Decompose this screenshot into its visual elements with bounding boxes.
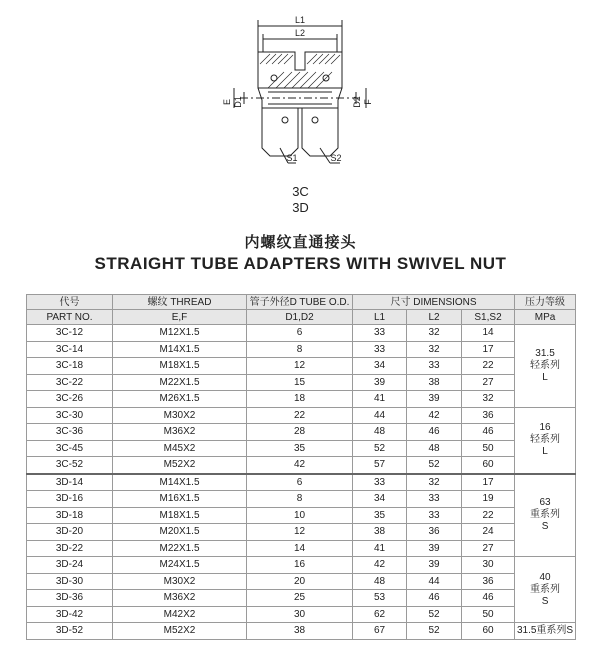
cell-l2: 42 xyxy=(407,407,462,424)
header-dimensions: 尺寸 DIMENSIONS xyxy=(353,295,515,310)
cell-part-no: 3C-36 xyxy=(27,424,113,441)
cell-l1: 35 xyxy=(353,507,407,524)
cell-part-no: 3C-18 xyxy=(27,358,113,375)
cell-thread: M14X1.5 xyxy=(113,341,247,358)
cell-part-no: 3C-12 xyxy=(27,325,113,342)
cell-l1: 57 xyxy=(353,457,407,474)
cell-thread: M30X2 xyxy=(113,573,247,590)
spec-table-body xyxy=(27,325,576,640)
cell-s: 50 xyxy=(462,606,515,623)
table-row xyxy=(27,424,576,441)
header-thread: 螺纹 THREAD xyxy=(113,295,247,310)
cell-l1: 52 xyxy=(353,440,407,457)
cell-s: 36 xyxy=(462,407,515,424)
cell-part-no: 3C-26 xyxy=(27,391,113,408)
table-row xyxy=(27,474,576,491)
cell-s: 19 xyxy=(462,491,515,508)
cell-l2: 52 xyxy=(407,457,462,474)
cell-thread: M42X2 xyxy=(113,606,247,623)
header-row-1 xyxy=(27,295,576,310)
cell-s: 17 xyxy=(462,341,515,358)
grade-series: 轻系列 xyxy=(530,434,561,445)
label-e: E xyxy=(222,98,232,106)
cell-tube-od: 22 xyxy=(247,407,353,424)
table-row xyxy=(27,341,576,358)
cell-thread: M36X2 xyxy=(113,424,247,441)
cell-thread: M52X2 xyxy=(113,457,247,474)
header-row-2 xyxy=(27,310,576,325)
cell-part-no: 3D-22 xyxy=(27,540,113,557)
cell-thread: M18X1.5 xyxy=(113,507,247,524)
cell-thread: M45X2 xyxy=(113,440,247,457)
cell-pressure-grade xyxy=(515,623,576,640)
cell-l1: 48 xyxy=(353,573,407,590)
cell-l1: 33 xyxy=(353,474,407,491)
cell-l1: 67 xyxy=(353,623,407,640)
header-tube-od-sub: D1,D2 xyxy=(247,310,353,325)
cell-l1: 53 xyxy=(353,590,407,607)
grade-value: 31.5重系列S xyxy=(516,624,574,636)
cell-l1: 62 xyxy=(353,606,407,623)
cell-s: 27 xyxy=(462,540,515,557)
cell-part-no: 3C-22 xyxy=(27,374,113,391)
cell-l1: 48 xyxy=(353,424,407,441)
cell-l2: 33 xyxy=(407,507,462,524)
cell-s: 46 xyxy=(462,590,515,607)
table-row xyxy=(27,524,576,541)
cell-pressure-grade xyxy=(515,474,576,557)
cell-l1: 39 xyxy=(353,374,407,391)
label-s2: S2 xyxy=(330,153,342,163)
table-row xyxy=(27,606,576,623)
header-grade-unit: MPa xyxy=(515,310,576,325)
table-row xyxy=(27,440,576,457)
cell-l1: 42 xyxy=(353,557,407,574)
series-code-3d: 3D xyxy=(292,200,309,215)
cell-s: 24 xyxy=(462,524,515,541)
cell-tube-od: 12 xyxy=(247,524,353,541)
header-s: S1,S2 xyxy=(462,310,515,325)
cell-tube-od: 6 xyxy=(247,325,353,342)
cell-l2: 38 xyxy=(407,374,462,391)
grade-value: 40 xyxy=(539,571,551,583)
grade-value: 31.5 xyxy=(535,347,555,359)
cell-part-no: 3D-14 xyxy=(27,474,113,491)
table-row xyxy=(27,407,576,424)
cell-l2: 32 xyxy=(407,474,462,491)
table-row xyxy=(27,540,576,557)
grade-letter: L xyxy=(542,371,548,383)
cell-l2: 39 xyxy=(407,391,462,408)
cell-l1: 34 xyxy=(353,358,407,375)
cell-l1: 41 xyxy=(353,540,407,557)
cell-part-no: 3D-30 xyxy=(27,573,113,590)
cell-s: 30 xyxy=(462,557,515,574)
cell-tube-od: 42 xyxy=(247,457,353,474)
table-row xyxy=(27,557,576,574)
cell-l2: 32 xyxy=(407,341,462,358)
cell-l2: 33 xyxy=(407,358,462,375)
table-row xyxy=(27,491,576,508)
cell-s: 50 xyxy=(462,440,515,457)
cell-part-no: 3C-45 xyxy=(27,440,113,457)
cell-tube-od: 18 xyxy=(247,391,353,408)
cell-l2: 52 xyxy=(407,606,462,623)
cell-l2: 48 xyxy=(407,440,462,457)
cell-tube-od: 35 xyxy=(247,440,353,457)
header-l2: L2 xyxy=(407,310,462,325)
grade-letter: L xyxy=(542,446,548,457)
table-row xyxy=(27,391,576,408)
grade-value: 16 xyxy=(539,422,551,433)
cell-l1: 34 xyxy=(353,491,407,508)
section-hatching xyxy=(260,54,340,88)
cell-part-no: 3D-36 xyxy=(27,590,113,607)
cell-l2: 44 xyxy=(407,573,462,590)
cell-tube-od: 12 xyxy=(247,358,353,375)
table-row xyxy=(27,507,576,524)
grade-letter: S xyxy=(541,595,549,607)
table-row xyxy=(27,623,576,640)
series-code-3c: 3C xyxy=(292,184,309,199)
grade-series: 重系列 xyxy=(530,509,561,521)
cell-s: 27 xyxy=(462,374,515,391)
header-code-cn: 代号 xyxy=(27,295,113,310)
cell-thread: M16X1.5 xyxy=(113,491,247,508)
cell-tube-od: 38 xyxy=(247,623,353,640)
cell-tube-od: 15 xyxy=(247,374,353,391)
cell-part-no: 3D-18 xyxy=(27,507,113,524)
header-tube-od: 管子外径D TUBE O.D. xyxy=(247,295,353,310)
cell-thread: M22X1.5 xyxy=(113,540,247,557)
cell-pressure-grade xyxy=(515,407,576,474)
cell-l2: 46 xyxy=(407,590,462,607)
label-l2: L2 xyxy=(294,28,306,38)
cell-l1: 44 xyxy=(353,407,407,424)
cell-tube-od: 30 xyxy=(247,606,353,623)
cell-s: 22 xyxy=(462,358,515,375)
table-row xyxy=(27,325,576,342)
cell-tube-od: 8 xyxy=(247,491,353,508)
cell-part-no: 3D-20 xyxy=(27,524,113,541)
cell-l1: 41 xyxy=(353,391,407,408)
cell-s: 22 xyxy=(462,507,515,524)
cell-part-no: 3C-30 xyxy=(27,407,113,424)
cell-s: 36 xyxy=(462,573,515,590)
spec-table xyxy=(26,294,576,640)
cell-l2: 52 xyxy=(407,623,462,640)
cell-thread: M36X2 xyxy=(113,590,247,607)
cell-tube-od: 10 xyxy=(247,507,353,524)
cell-s: 46 xyxy=(462,424,515,441)
cell-s: 14 xyxy=(462,325,515,342)
cell-s: 60 xyxy=(462,623,515,640)
cell-l1: 33 xyxy=(353,325,407,342)
cell-part-no: 3D-42 xyxy=(27,606,113,623)
table-row xyxy=(27,573,576,590)
cell-thread: M52X2 xyxy=(113,623,247,640)
grade-value: 63 xyxy=(539,497,551,509)
cell-s: 60 xyxy=(462,457,515,474)
cell-tube-od: 8 xyxy=(247,341,353,358)
cell-tube-od: 14 xyxy=(247,540,353,557)
cell-pressure-grade xyxy=(515,325,576,408)
cell-part-no: 3D-52 xyxy=(27,623,113,640)
label-f: F xyxy=(363,99,373,105)
cell-l1: 38 xyxy=(353,524,407,541)
cell-thread: M18X1.5 xyxy=(113,358,247,375)
label-d2: D2 xyxy=(352,96,362,108)
cell-part-no: 3D-24 xyxy=(27,557,113,574)
cell-pressure-grade xyxy=(515,557,576,623)
cell-tube-od: 16 xyxy=(247,557,353,574)
table-row xyxy=(27,457,576,474)
cell-part-no: 3C-14 xyxy=(27,341,113,358)
table-row xyxy=(27,590,576,607)
table-row xyxy=(27,374,576,391)
title-chinese: 内螺纹直通接头 xyxy=(244,234,357,251)
cell-s: 17 xyxy=(462,474,515,491)
cell-tube-od: 28 xyxy=(247,424,353,441)
header-grade: 压力等级 xyxy=(515,295,576,310)
header-code-en: PART NO. xyxy=(27,310,113,325)
cell-s: 32 xyxy=(462,391,515,408)
cell-l2: 33 xyxy=(407,491,462,508)
grade-letter: S xyxy=(541,521,549,533)
cell-thread: M26X1.5 xyxy=(113,391,247,408)
body-top-outline xyxy=(258,52,342,88)
cell-l1: 33 xyxy=(353,341,407,358)
label-l1: L1 xyxy=(294,15,306,25)
cell-thread: M20X1.5 xyxy=(113,524,247,541)
grade-series: 重系列 xyxy=(530,583,561,595)
grade-series: 轻系列 xyxy=(530,359,561,371)
fitting-drawing xyxy=(200,8,400,168)
cell-thread: M22X1.5 xyxy=(113,374,247,391)
label-s1: S1 xyxy=(286,153,298,163)
cell-tube-od: 25 xyxy=(247,590,353,607)
cell-l2: 46 xyxy=(407,424,462,441)
table-row xyxy=(27,358,576,375)
label-d1: D1 xyxy=(233,96,243,108)
cell-part-no: 3D-16 xyxy=(27,491,113,508)
title-english: STRAIGHT TUBE ADAPTERS WITH SWIVEL NUT xyxy=(94,254,507,273)
cell-l2: 39 xyxy=(407,557,462,574)
cell-tube-od: 20 xyxy=(247,573,353,590)
cell-l2: 32 xyxy=(407,325,462,342)
cell-thread: M14X1.5 xyxy=(113,474,247,491)
cell-tube-od: 6 xyxy=(247,474,353,491)
cell-l2: 36 xyxy=(407,524,462,541)
header-thread-sub: E,F xyxy=(113,310,247,325)
header-l1: L1 xyxy=(353,310,407,325)
cell-thread: M30X2 xyxy=(113,407,247,424)
cell-thread: M12X1.5 xyxy=(113,325,247,342)
cell-part-no: 3C-52 xyxy=(27,457,113,474)
cell-l2: 39 xyxy=(407,540,462,557)
cell-thread: M24X1.5 xyxy=(113,557,247,574)
